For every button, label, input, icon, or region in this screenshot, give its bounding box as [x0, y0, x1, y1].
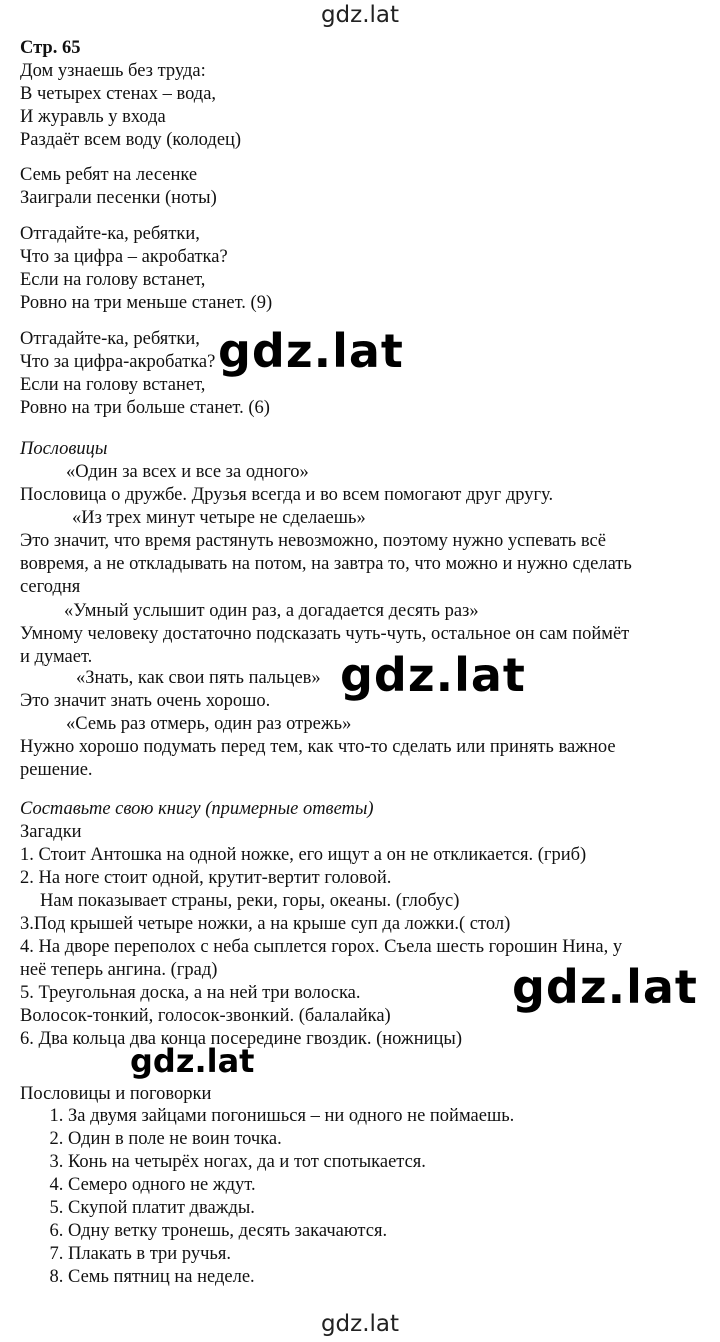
watermark: gdz.lat	[218, 324, 404, 378]
proverb-explanation: решение.	[20, 760, 93, 780]
riddle-line: Ровно на три больше станет. (6)	[20, 398, 270, 418]
riddle-line: Ровно на три меньше станет. (9)	[20, 293, 273, 313]
proverb-quote: «Один за всех и все за одного»	[66, 462, 309, 482]
riddle-line: Что за цифра-акробатка?	[20, 352, 216, 372]
proverb-quote: «Из трех минут четыре не сделаешь»	[72, 508, 366, 528]
riddle-answer-line: 4. На дворе переполох с неба сыплется горох. Съела шесть горошин Нина, у	[20, 937, 623, 957]
list-item: 7. Плакать в три ручья.	[68, 1243, 514, 1266]
riddle-answer-line: 3.Под крышей четыре ножки, а на крыше суп да ложки.( стол)	[20, 914, 511, 934]
proverb-explanation: Это значит, что время растянуть невозможно, поэтому нужно успевать всё	[20, 531, 606, 551]
proverb-explanation: Умному человеку достаточно подсказать чуть-чуть, остальное он сам поймёт	[20, 624, 630, 644]
riddle-answer-line: 5. Треугольная доска, а на ней три волоска.	[20, 983, 361, 1003]
proverb-quote: «Умный услышит один раз, а догадается десять раз»	[64, 601, 479, 621]
riddle-answer-line: 6. Два кольца два конца посередине гвоздик. (ножницы)	[20, 1029, 463, 1049]
list-item: 1. За двумя зайцами погонишься – ни одного не поймаешь.	[68, 1105, 514, 1128]
proverb-explanation: и думает.	[20, 647, 93, 667]
subsection-heading: Загадки	[20, 822, 82, 842]
list-item: 5. Скупой платит дважды.	[68, 1197, 514, 1220]
subsection-heading: Пословицы и поговорки	[20, 1084, 212, 1104]
proverb-quote: «Семь раз отмерь, один раз отрежь»	[66, 714, 352, 734]
watermark: gdz.lat	[512, 960, 698, 1014]
riddle-answer-line: неё теперь ангина. (град)	[20, 960, 218, 980]
list-item: 4. Семеро одного не ждут.	[68, 1174, 514, 1197]
riddle-answer-line: 2. На ноге стоит одной, крутит-вертит головой.	[20, 868, 392, 888]
proverb-list	[0, 1105, 514, 1289]
proverb-quote: «Знать, как свои пять пальцев»	[76, 668, 321, 688]
section-heading: Пословицы	[20, 439, 108, 459]
riddle-answer-line: 1. Стоит Антошка на одной ножке, его ищут а он не откликается. (гриб)	[20, 845, 587, 865]
riddle-line: Что за цифра – акробатка?	[20, 247, 228, 267]
proverb-explanation: вовремя, а не откладывать на потом, на завтра то, что можно и нужно сделать	[20, 554, 632, 574]
page-title: Стр. 65	[20, 38, 81, 58]
list-item: 6. Одну ветку тронешь, десять закачаются.	[68, 1220, 514, 1243]
watermark-top: gdz.lat	[320, 2, 400, 28]
riddle-line: Отгадайте-ка, ребятки,	[20, 329, 200, 349]
proverb-explanation: Пословица о дружбе. Друзья всегда и во всем помогают друг другу.	[20, 485, 554, 505]
riddle-line: Дом узнаешь без труда:	[20, 61, 206, 81]
watermark: gdz.lat	[130, 1042, 255, 1080]
riddle-line: Семь ребят на лесенке	[20, 165, 198, 185]
riddle-line: Раздаёт всем воду (колодец)	[20, 130, 242, 150]
watermark-bottom: gdz.lat	[320, 1311, 400, 1337]
list-item: 3. Конь на четырёх ногах, да и тот спотыкается.	[68, 1151, 514, 1174]
proverb-explanation: Нужно хорошо подумать перед тем, как что-то сделать или принять важное	[20, 737, 616, 757]
riddle-line: И журавль у входа	[20, 107, 166, 127]
riddle-line: Отгадайте-ка, ребятки,	[20, 224, 200, 244]
riddle-line: В четырех стенах – вода,	[20, 84, 217, 104]
list-item: 2. Один в поле не воин точка.	[68, 1128, 514, 1151]
section-heading: Составьте свою книгу (примерные ответы)	[20, 799, 374, 819]
list-item: 8. Семь пятниц на неделе.	[68, 1266, 514, 1289]
riddle-answer-line: Нам показывает страны, реки, горы, океаны. (глобус)	[40, 891, 460, 911]
riddle-line: Если на голову встанет,	[20, 270, 206, 290]
watermark: gdz.lat	[340, 648, 526, 702]
riddle-line: Заиграли песенки (ноты)	[20, 188, 217, 208]
proverb-explanation: Это значит знать очень хорошо.	[20, 691, 271, 711]
riddle-answer-line: Волосок-тонкий, голосок-звонкий. (балалайка)	[20, 1006, 391, 1026]
proverb-explanation: сегодня	[20, 577, 81, 597]
riddle-line: Если на голову встанет,	[20, 375, 206, 395]
